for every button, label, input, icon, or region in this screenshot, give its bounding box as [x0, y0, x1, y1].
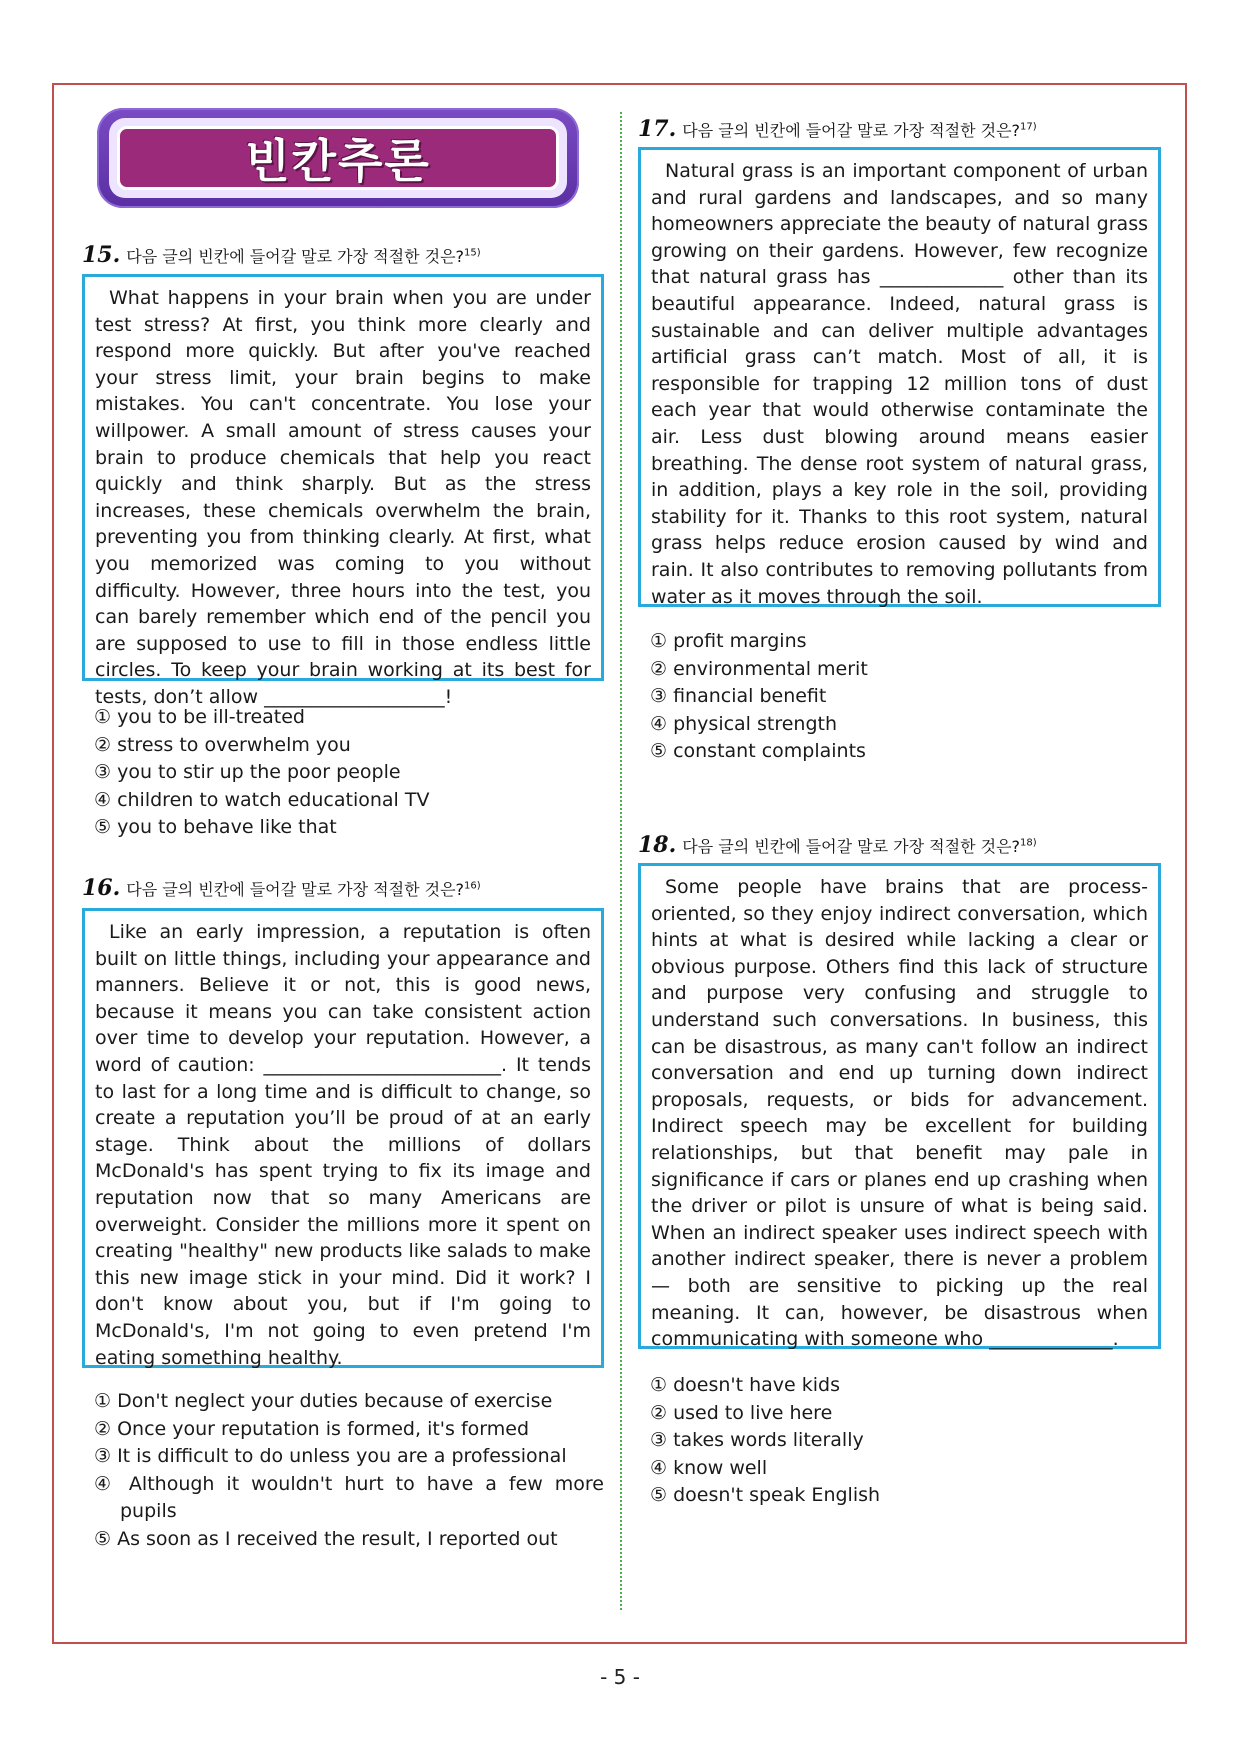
- option-2[interactable]: ② environmental merit: [650, 657, 868, 680]
- footnote-ref: 18): [1020, 837, 1037, 849]
- question-15-options: [94, 704, 604, 842]
- option-2[interactable]: ② stress to overwhelm you: [94, 733, 351, 756]
- question-prompt: 다음 글의 빈칸에 들어갈 말로 가장 적절한 것은?: [682, 121, 1021, 140]
- question-number: 18.: [638, 832, 677, 858]
- option-2[interactable]: ② Once your reputation is formed, it's formed: [94, 1417, 530, 1440]
- option-3[interactable]: ③ takes words literally: [650, 1429, 864, 1452]
- question-15-passage: [82, 274, 604, 708]
- option-3[interactable]: ③ financial benefit: [650, 685, 827, 708]
- passage-text: What happens in your brain when you are under test stress? At first, you think more clearly and respond more quickly. But after you've reached your stress limit, your brain begins to make mistakes. You can't concentrate. You lose your willpower. A small amount of stress causes your brain to produce chemicals that help you react quickly and think sharply. But as the stress increases, these chemicals overwhelm the brain, preventing you from thinking clearly. At first, what you memorized was coming to you without difficulty. However, three hours into the test, you can barely remember which end of the pencil you are supposed to use to fill in those endless little circles. To keep your brain working at its best for tests, don’t allow ___________________!: [95, 287, 591, 708]
- question-number: 15.: [82, 242, 121, 268]
- question-18-passage: [638, 863, 1161, 1349]
- question-18-header: [638, 832, 1037, 858]
- section-title-badge: [97, 108, 579, 208]
- option-1[interactable]: ① Don't neglect your duties because of exercise: [94, 1390, 553, 1412]
- option-5[interactable]: ⑤ doesn't speak English: [650, 1484, 881, 1507]
- question-16-passage: [82, 908, 604, 1368]
- question-number: 17.: [638, 116, 677, 142]
- option-3[interactable]: ③ you to stir up the poor people: [94, 761, 401, 784]
- question-prompt: 다음 글의 빈칸에 들어갈 말로 가장 적절한 것은?: [682, 837, 1021, 856]
- option-1[interactable]: ① doesn't have kids: [650, 1374, 840, 1396]
- question-16-header: [82, 875, 481, 901]
- column-divider: [620, 112, 622, 1610]
- footnote-ref: 15): [464, 247, 481, 259]
- passage-text: Some people have brains that are process-oriented, so they enjoy indirect conversation, which hints at what is desired while lacking a clear or obvious purpose. Others find this lack of structure and purpose very confusing and struggle to understand such conversations. In business, this can be disastrous, as many can't follow an indirect conversation and end up turning down indirect proposals, requests, or bids for advancement. Indirect speech may be excellent for building relationships, but that benefit may pale in significance if cars or planes end up crashing when the driver or pilot is unsure of what is being said. When an indirect speaker uses indirect speech with another indirect speaker, there is never a problem — both are sensitive to picking up the real meaning. It can, however, be disastrous when communicating with someone who _____________.: [651, 876, 1148, 1351]
- question-prompt: 다음 글의 빈칸에 들어갈 말로 가장 적절한 것은?: [126, 247, 465, 266]
- option-1[interactable]: ① profit margins: [650, 630, 807, 652]
- question-16-options: [94, 1388, 604, 1554]
- option-4[interactable]: ④ Although it wouldn't hurt to have a few more pupils: [94, 1472, 604, 1523]
- question-17-header: [638, 116, 1037, 142]
- question-15-header: [82, 242, 481, 268]
- footnote-ref: 16): [464, 880, 481, 892]
- option-4[interactable]: ④ know well: [650, 1456, 768, 1479]
- option-5[interactable]: ⑤ you to behave like that: [94, 816, 337, 839]
- question-18-options: [650, 1372, 1160, 1510]
- passage-text: Like an early impression, a reputation is often built on little things, including your appearance and manners. Believe it or not, this is good news, because it means you can take consistent action over time to develop your reputation. However, a word of caution: _________________________. It tends to last for a long time and is difficult to change, so create a reputation you’ll be proud of at an early stage. Think about the millions of dollars McDonald's has spent trying to fix its image and reputation now that so many Americans are overweight. Consider the millions more it spent on creating "healthy" new products like salads to make this new image stick in your mind. Did it work? I don't know about you, but if I'm going to McDonald's, I'm not going to even pretend I'm eating something healthy.: [95, 921, 591, 1369]
- option-3[interactable]: ③ It is difficult to do unless you are a professional: [94, 1445, 567, 1468]
- section-title: 빈칸추론: [245, 134, 431, 188]
- question-17-options: [650, 628, 1160, 766]
- option-5[interactable]: ⑤ constant complaints: [650, 740, 866, 763]
- option-4[interactable]: ④ children to watch educational TV: [94, 788, 430, 811]
- question-prompt: 다음 글의 빈칸에 들어갈 말로 가장 적절한 것은?: [126, 880, 465, 899]
- option-4[interactable]: ④ physical strength: [650, 712, 838, 735]
- footnote-ref: 17): [1020, 121, 1037, 133]
- option-2[interactable]: ② used to live here: [650, 1401, 833, 1424]
- page-number: - 5 -: [600, 1665, 640, 1689]
- passage-text: Natural grass is an important component of urban and rural gardens and landscapes, and so many homeowners appreciate the beauty of natural grass growing on their gardens. However, few recognize that natural grass has _____________ other than its beautiful appearance. Indeed, natural grass is sustainable and can deliver multiple advantages artificial grass can’t match. Most of all, it is responsible for trapping 12 million tons of dust each year that would otherwise contaminate the air. Less dust blowing around means easier breathing. The dense root system of natural grass, in addition, plays a key role in the soil, providing stability for it. Thanks to this root system, natural grass helps reduce erosion caused by wind and rain. It also contributes to removing pollutants from water as it moves through the soil.: [651, 160, 1148, 608]
- option-1[interactable]: ① you to be ill-treated: [94, 706, 305, 728]
- question-17-passage: [638, 147, 1161, 607]
- question-number: 16.: [82, 875, 121, 901]
- option-5[interactable]: ⑤ As soon as I received the result, I reported out: [94, 1527, 558, 1550]
